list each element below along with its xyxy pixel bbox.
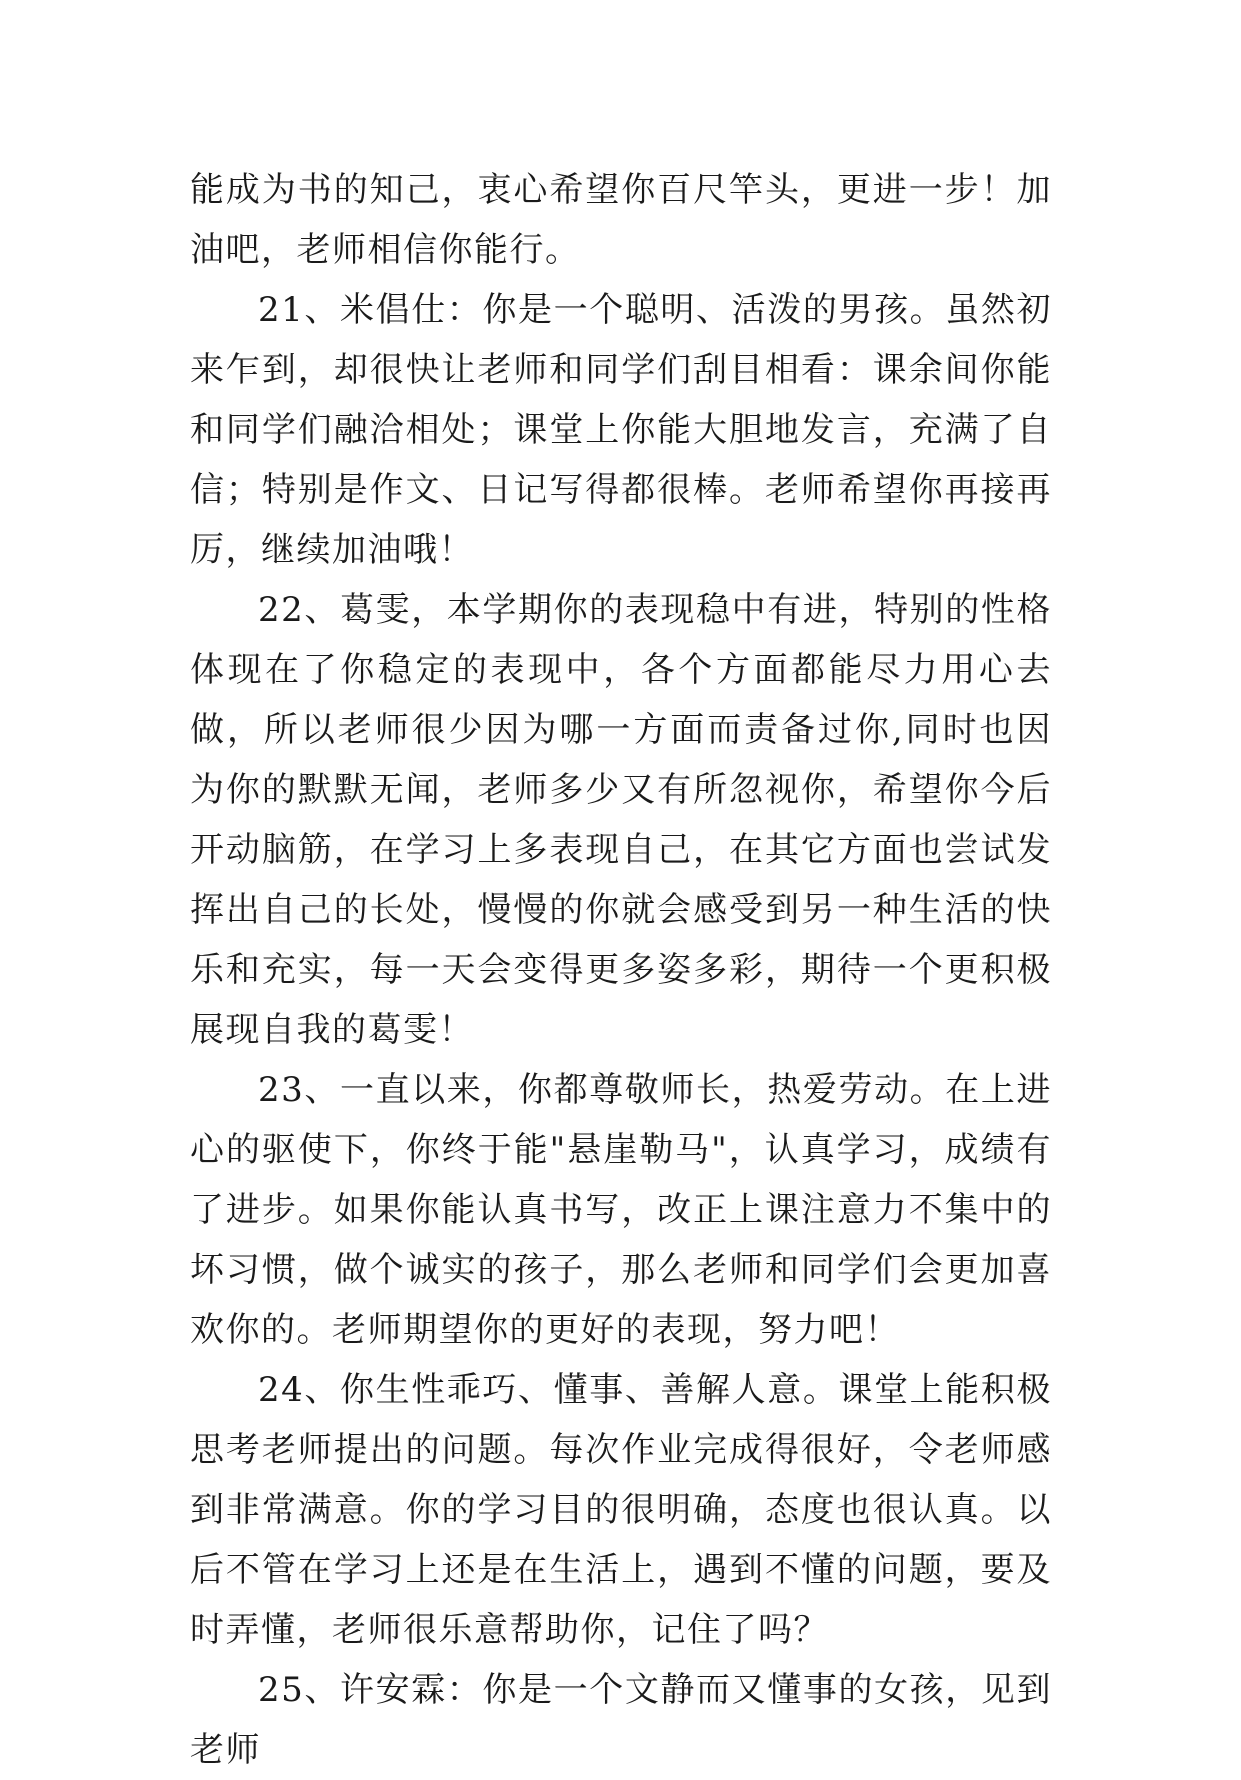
paragraph-comment-21: 21、米倡仕：你是一个聪明、活泼的男孩。虽然初来乍到，却很快让老师和同学们刮目相看：课余间你能和同学们融洽相处；课堂上你能大胆地发言，充满了自信；特别是作文、日记写得都很棒。老师希望你再接再厉，继续加油哦！ [190,290,1052,570]
paragraph-comment-23: 23、一直以来，你都尊敬师长，热爱劳动。在上进心的驱使下，你终于能"悬崖勒马"，认真学习，成绩有了进步。如果你能认真书写，改正上课注意力不集中的坏习惯，做个诚实的孩子，那么老师和同学们会更加喜欢你的。老师期望你的更好的表现，努力吧！ [190,1070,1052,1350]
paragraph-comment-24: 24、你生性乖巧、懂事、善解人意。课堂上能积极思考老师提出的问题。每次作业完成得很好，令老师感到非常满意。你的学习目的很明确，态度也很认真。以后不管在学习上还是在生活上，遇到不懂的问题，要及时弄懂，老师很乐意帮助你，记住了吗？ [190,1370,1052,1650]
paragraph-continuation: 能成为书的知己，衷心希望你百尺竿头，更进一步！加油吧，老师相信你能行。 [190,170,1052,270]
document-body [190,160,1052,1780]
paragraph-comment-25: 25、许安霖：你是一个文静而又懂事的女孩，见到老师 [190,1670,1052,1770]
paragraph-comment-22: 22、葛雯，本学期你的表现稳中有进，特别的性格体现在了你稳定的表现中，各个方面都能尽力用心去做，所以老师很少因为哪一方面而责备过你,同时也因为你的默默无闻，老师多少又有所忽视你，希望你今后开动脑筋，在学习上多表现自己，在其它方面也尝试发挥出自己的长处，慢慢的你就会感受到另一种生活的快乐和充实，每一天会变得更多姿多彩，期待一个更积极展现自我的葛雯！ [190,590,1052,1050]
